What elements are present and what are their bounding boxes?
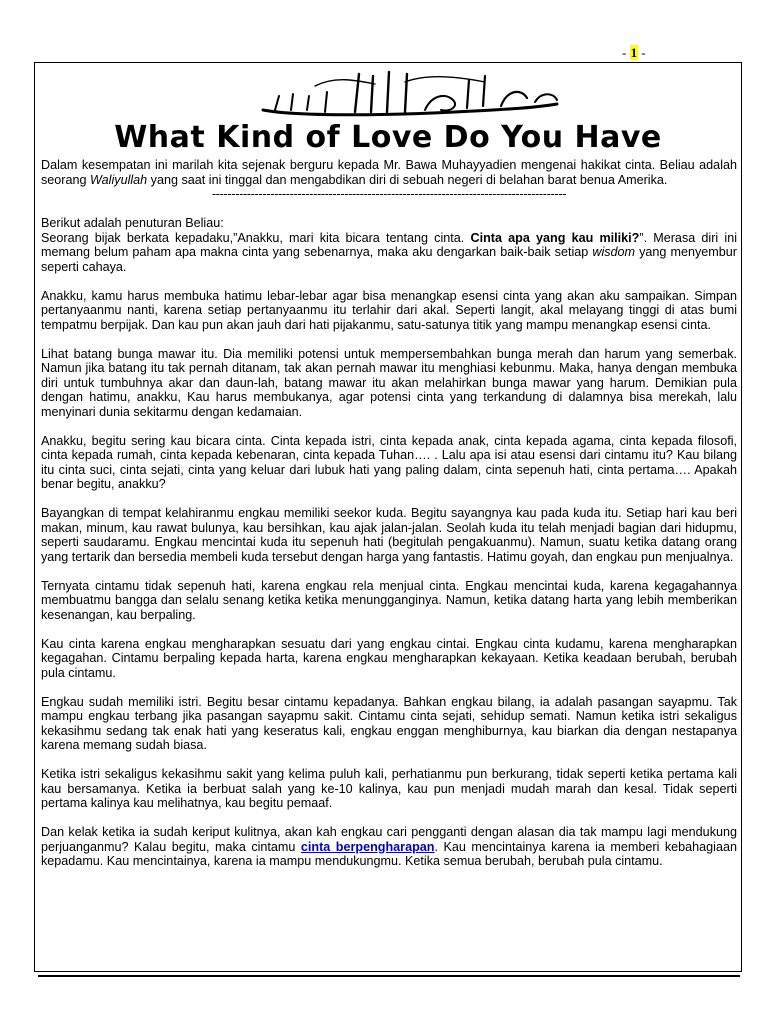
document-title: What Kind of Love Do You Have (114, 120, 662, 155)
divider-line: ------------------------------------------------------------------------------------------- (211, 187, 567, 201)
paragraph: Ternyata cintamu tidak sepenuh hati, karena engkau rela menjual cinta. Engkau mencintai kuda, karena kegagahannya membuatmu bangga dan selalu senang ketika ketika menungganginya. Namun, ketika datang harta yang lebih memberikan kesenangan, kau berpaling. (41, 578, 737, 622)
paragraph: Lihat batang bunga mawar itu. Dia memiliki potensi untuk mempersembahkan bunga merah dan harum yang semerbak. Namun jika batang itu tak pernah ditanam, tak akan pernah mawar itu menghiasi kebunmu. Maka, hanya dengan membuka diri untuk tumbuhnya akar dan daun-lah, batang mawar itu akan melahirkan bunga mawar yang harum. Demikian pula dengan hatimu, anakku, Kau harus membukanya, agar potensi cinta yang terkandung di dalamnya bisa merekah, lalu menyinari dunia sekitarmu dengan kedamaian. (41, 346, 737, 419)
cinta-berpengharapan-link[interactable]: cinta berpengharapan (300, 839, 435, 854)
page-number: - 1 - (622, 45, 646, 60)
paragraph: Engkau sudah memiliki istri. Begitu besar cintamu kepadanya. Bahkan engkau bilang, ia adalah pasangan sayapmu. Tak mampu engkau terbang jika pasangan sayapmu sakit. Cintamu cinta sejati, sehidup semati. Namun ketika istri sekaligus kekasihmu sedang tak enak hati yang keseratus kali, engkau enggan menghiburnya, kau biarkan dia dengan nestapanya karena memang sudah biasa. (41, 694, 737, 752)
paragraph: Ketika istri sekaligus kekasihmu sakit yang kelima puluh kali, perhatianmu pun berkurang, tidak seperti ketika pertama kali kau bersamanya. Ketika ia berbuat salah yang ke-10 kalinya, kau pun menjadi mudah marah dan kesal. Tidak seperti pertama kalinya kau melihatnya, kau begitu pemaaf. (41, 767, 737, 810)
paragraph: Anakku, kamu harus membuka hatimu lebar-lebar agar bisa menangkap esensi cinta yang akan aku sampaikan. Simpan pertanyaanmu nanti, karena setiap pertanyaanmu itu terlahir dari akal. Seperti langit, akal melayang tinggi di atas bumi tempatmu berpijak. Dan kau pun akan jauh dari hati pijakanmu, satu-satunya titik yang mampu menangkap esensi cinta. (41, 288, 737, 332)
basmala-calligraphy (255, 66, 565, 122)
last-paragraph: Dan kelak ketika ia sudah keriput kulitnya, akan kah engkau cari pengganti dengan alasan dia tak mampu lagi mendukung perjuanganmu? Kalau begitu, maka cintamu cinta berpengharapan. Kau mencintainya karena ia memberi kebahagiaan kepadamu. Kau mencintainya, karena ia mampu mendukungmu. Ketika semua berubah, berubah pula cintamu. (41, 825, 737, 868)
page-number-value: 1 (630, 45, 638, 60)
paragraph-1: Berikut adalah penuturan Beliau: Seorang bijak berkata kepadaku,”Anakku, mari kita bicara tentang cinta. Cinta apa yang kau miliki?”. Merasa diri ini memang belum paham apa makna cinta yang sebenarnya, maka aku dengarkan baik-baik setiap wisdom yang menyembur seperti cahaya. (41, 216, 737, 274)
document-body (41, 158, 737, 883)
paragraph: Kau cinta karena engkau mengharapkan sesuatu dari yang engkau cintai. Engkau cinta kudamu, karena mengharapkan kegagahan. Cintamu berpaling kepada harta, karena engkau mengharapkan kekayaan. Ketika keadaan berubah, berubah pula cintamu. (41, 636, 737, 680)
key-question: Cinta apa yang kau miliki? (470, 230, 640, 245)
paragraph: Bayangkan di tempat kelahiranmu engkau memiliki seekor kuda. Begitu sayangnya kau pada kuda itu. Setiap hari kau beri makan, minum, kau rawat bulunya, kau bersihkan, kau ajak jalan-jalan. Seolah kuda itu telah menjadi bagian dari hidupmu, seperti saudaramu. Engkau mencintai kuda itu sepenuh hati (begitulah pengakuanmu). Namun, suatu ketika datang orang yang tertarik dan bersedia membeli kuda tersebut dengan harga yang fantastis. Hatimu goyah, dan engkau pun menjualnya. (41, 506, 737, 564)
bottom-rule (38, 975, 740, 977)
paragraph: Anakku, begitu sering kau bicara cinta. Cinta kepada istri, cinta kepada anak, cinta kepada agama, cinta kepada filosofi, cinta kepada rumah, cinta kepada kebenaran, cinta kepada Tuhan…. . Lalu apa isi atau esensi dari cintamu itu? Kau bilang itu cinta suci, cinta sejati, cinta yang keluar dari lubuk hati yang paling dalam, cinta sepenuh hati, cinta pertama…. Apakah benar begitu, anakku? (41, 433, 737, 491)
intro-paragraph: Dalam kesempatan ini marilah kita sejenak berguru kepada Mr. Bawa Muhayyadien mengenai hakikat cinta. Beliau adalah seorang Waliyullah yang saat ini tinggal dan mengabdikan diri di sebuah negeri di belahan barat benua Amerika. ------------------------------------------------------------------------------------------- (41, 158, 737, 201)
